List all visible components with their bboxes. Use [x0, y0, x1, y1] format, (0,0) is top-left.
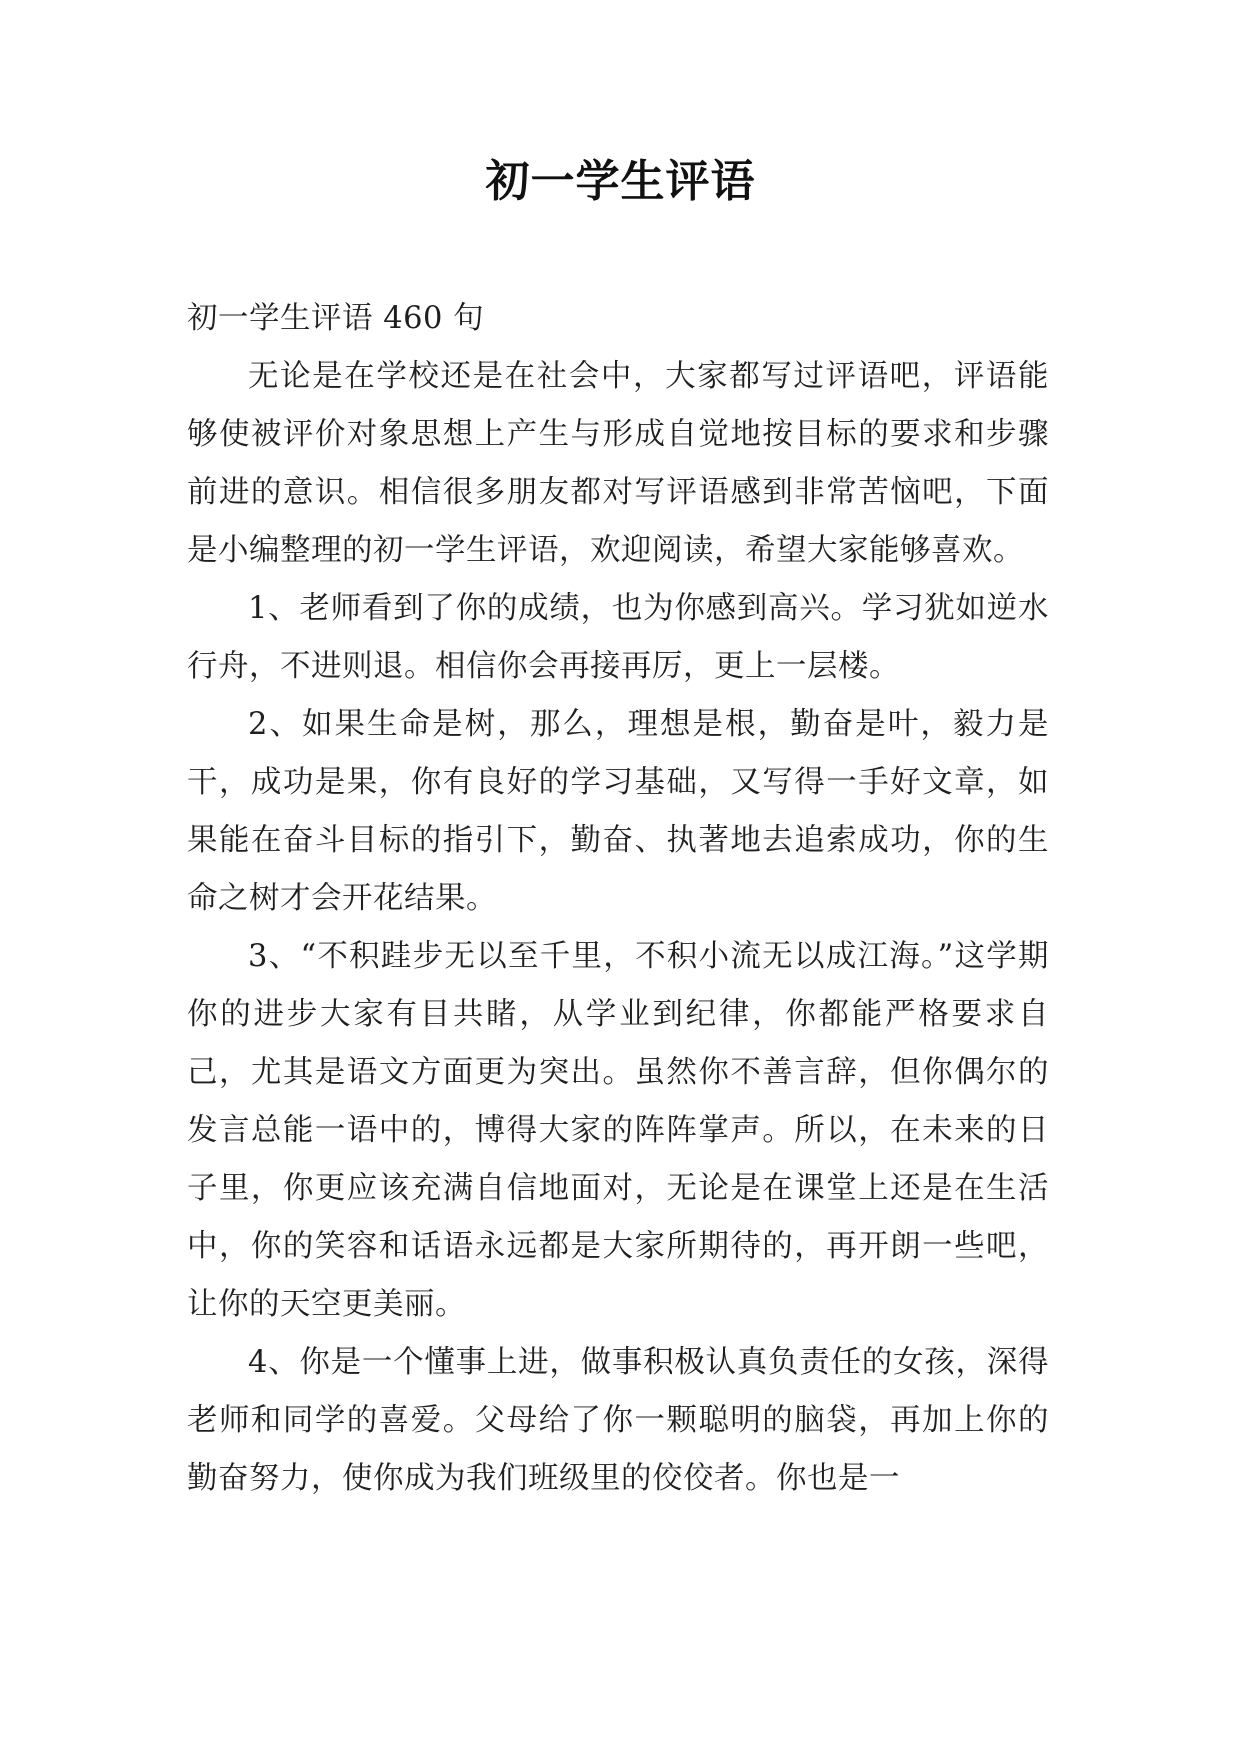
document-subtitle: 初一学生评语 460 句 [187, 301, 485, 336]
document-title: 初一学生评语 [485, 156, 756, 207]
comment-paragraph-3: 3、“不积跬步无以至千里，不积小流无以成江海。”这学期你的进步大家有目共睹，从学业到纪律，你都能严格要求自己，尤其是语文方面更为突出。虽然你不善言辞，但你偶尔的发言总能一语中的，博得大家的阵阵掌声。所以，在未来的日子里，你更应该充满自信地面对，无论是在课堂上还是在生活中，你的笑容和话语永远都是大家所期待的，再开朗一些吧，让你的天空更美丽。 [187, 939, 1049, 1322]
document-body [187, 290, 1049, 1508]
comment-paragraph-1: 1、老师看到了你的成绩，也为你感到高兴。学习犹如逆水行舟，不进则退。相信你会再接再厉，更上一层楼。 [187, 591, 1049, 684]
comment-paragraph-4: 4、你是一个懂事上进，做事积极认真负责任的女孩，深得老师和同学的喜爱。父母给了你一颗聪明的脑袋，再加上你的勤奋努力，使你成为我们班级里的佼佼者。你也是一 [187, 1345, 1049, 1496]
intro-paragraph: 无论是在学校还是在社会中，大家都写过评语吧，评语能够使被评价对象思想上产生与形成自觉地按目标的要求和步骤前进的意识。相信很多朋友都对写评语感到非常苦恼吧，下面是小编整理的初一学生评语，欢迎阅读，希望大家能够喜欢。 [187, 359, 1049, 568]
comment-paragraph-2: 2、如果生命是树，那么，理想是根，勤奋是叶，毅力是干，成功是果，你有良好的学习基础，又写得一手好文章，如果能在奋斗目标的指引下，勤奋、执著地去追索成功，你的生命之树才会开花结果。 [187, 707, 1049, 916]
